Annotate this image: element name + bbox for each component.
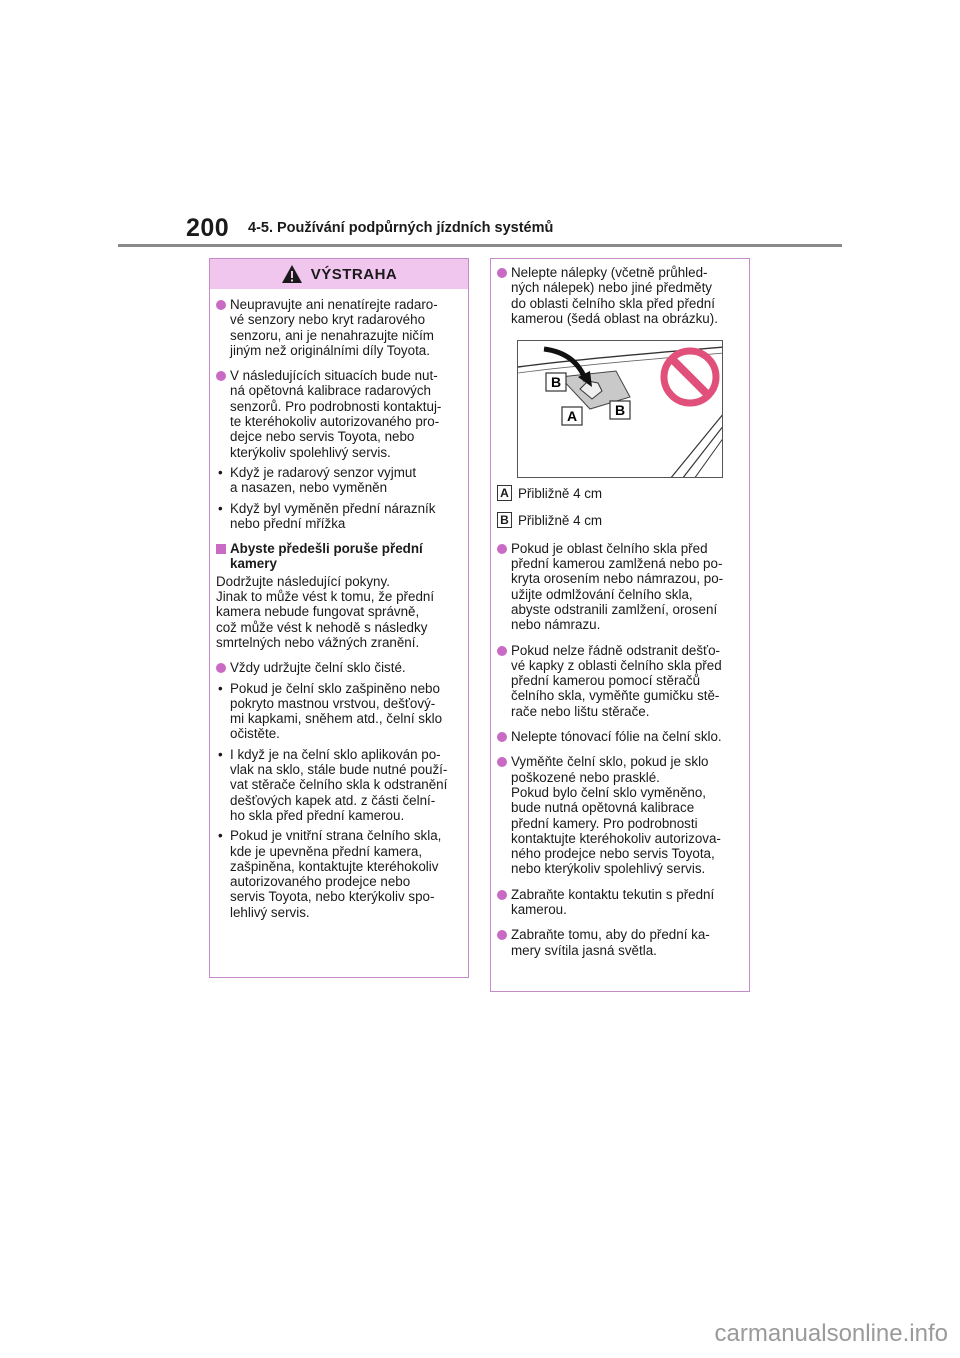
text-line: poškozené nebo prasklé. <box>511 769 660 785</box>
text-line: a nasazen, nebo vyměněn <box>230 480 388 496</box>
text-line: ho skla před přední kamerou. <box>230 807 405 823</box>
text-line: nebo přední mřížka <box>230 515 346 531</box>
text-line: smrtelných nebo vážných zranění. <box>216 634 420 650</box>
bullet-dot: • <box>218 746 223 762</box>
windshield-illustration <box>518 341 723 478</box>
text-line: kamery <box>230 556 277 572</box>
legend-item-a <box>497 486 742 501</box>
text-line: kontaktujte kteréhokoliv autorizova- <box>511 830 721 846</box>
section-heading <box>216 541 461 572</box>
text-line: Když je radarový senzor vyjmut <box>230 464 417 480</box>
text-line: vat stěrače čelního skla k odstranění <box>230 777 448 793</box>
text-line: Když byl vyměněn přední nárazník <box>230 500 436 516</box>
bullet-dot: • <box>218 500 223 516</box>
sub-list-item <box>216 465 461 496</box>
text-line: do oblasti čelního skla před přední <box>511 295 715 311</box>
text-line: ných nálepek) nebo jiné předměty <box>511 280 712 296</box>
sub-list-item <box>216 747 461 823</box>
text-line: očistěte. <box>230 726 280 742</box>
text-line: kamerou. <box>511 902 567 918</box>
text-line: přední kamery. Pro podrobnosti <box>511 815 698 831</box>
label-badge-b: B <box>497 512 512 528</box>
text-line: Neupravujte ani nenatírejte radaro- <box>230 297 438 312</box>
text-line: nebo námrazu. <box>511 617 601 633</box>
text-line: kamera nebude fungovat správně, <box>216 604 420 620</box>
text-line: kterýkoliv spolehlivý servis. <box>230 444 391 460</box>
text-line: přední kamerou pomocí stěračů <box>511 673 701 689</box>
label-text-a: Přibližně 4 cm <box>518 486 603 502</box>
text-line: ná opětovná kalibrace radarových <box>230 383 431 399</box>
text-line: lehlivý servis. <box>230 904 310 920</box>
header-rule <box>118 244 842 247</box>
warning-header <box>210 259 468 289</box>
label-badge-a: A <box>497 485 512 501</box>
list-item <box>497 754 742 876</box>
text-line: Vyměňte čelní sklo, pokud je sklo <box>511 754 709 770</box>
warning-title: VÝSTRAHA <box>310 265 398 283</box>
text-line: Zabraňte kontaktu tekutin s přední <box>511 886 715 902</box>
list-item <box>216 297 461 358</box>
bullet-dot: • <box>218 464 223 480</box>
text-line: mery svítila jasná světla. <box>511 942 657 958</box>
text-line: vé senzory nebo kryt radarového <box>230 312 426 328</box>
text-line: abyste odstranili zamlžení, orosení <box>511 601 718 617</box>
label-text-b: Přibližně 4 cm <box>518 513 603 529</box>
list-item <box>497 927 742 958</box>
list-item <box>497 541 742 633</box>
list-item <box>216 660 461 675</box>
text-line: čelního skla, vyměňte gumičku stě- <box>511 688 720 704</box>
text-line: kamerou (šedá oblast na obrázku). <box>511 310 718 326</box>
text-line: vé kapky z oblasti čelního skla před <box>511 657 722 673</box>
list-item <box>216 368 461 460</box>
paragraph <box>216 574 461 650</box>
text-line: kryta orosením nebo námrazou, po- <box>511 571 724 587</box>
text-line: užijte odmlžování čelního skla, <box>511 586 693 602</box>
text-line: dejce nebo servis Toyota, nebo <box>230 429 415 445</box>
text-line: pokryto mastnou vrstvou, dešťový- <box>230 695 436 711</box>
windshield-camera-figure <box>517 340 723 478</box>
text-line: Pokud je čelní sklo zašpiněno nebo <box>230 680 440 696</box>
page-number: 200 <box>186 214 230 242</box>
text-line: dešťových kapek atd. z části čelní- <box>230 792 436 808</box>
text-line: přední kamerou zamlžená nebo po- <box>511 556 723 572</box>
text-line: te kteréhokoliv autorizovaného pro- <box>230 414 440 430</box>
text-line: kde je upevněna přední kamera, <box>230 843 423 859</box>
text-line: bude nutná opětovná kalibrace <box>511 800 695 816</box>
notes-box <box>490 258 750 992</box>
text-line: Pokud nelze řádně odstranit dešťo- <box>511 642 720 658</box>
text-line: Zabraňte tomu, aby do přední ka- <box>511 927 710 943</box>
warning-box <box>209 258 469 978</box>
sub-list-item <box>216 828 461 920</box>
text-line: Pokud je vnitřní strana čelního skla, <box>230 828 442 844</box>
legend-item-b <box>497 513 742 528</box>
text-line: Pokud je oblast čelního skla před <box>511 540 708 556</box>
warning-triangle-icon <box>281 264 303 284</box>
text-line: Jinak to může vést k tomu, že přední <box>216 589 435 605</box>
text-line: zašpiněna, kontaktujte kteréhokoliv <box>230 858 439 874</box>
chapter-title: 4-5. Používání podpůrných jízdních systémů <box>248 220 554 236</box>
bullet-dot: • <box>218 828 223 844</box>
text-line: Vždy udržujte čelní sklo čisté. <box>230 660 406 676</box>
text-line: což může vést k nehodě s následky <box>216 619 428 635</box>
text-line: jiným než originálními díly Toyota. <box>230 342 430 358</box>
text-line: mi kapkami, sněhem atd., čelní sklo <box>230 711 443 727</box>
list-item <box>497 265 742 326</box>
list-item <box>497 887 742 918</box>
text-line: Nelepte tónovací fólie na čelní sklo. <box>511 729 722 745</box>
sub-list-item <box>216 501 461 532</box>
text-line: I když je na čelní sklo aplikován po- <box>230 746 441 762</box>
text-line: Dodržujte následující pokyny. <box>216 573 390 589</box>
text-line: autorizovaného prodejce nebo <box>230 874 411 890</box>
text-line: Pokud bylo čelní sklo vyměněno, <box>511 784 707 800</box>
text-line: Abyste předešli poruše přední <box>230 541 423 557</box>
list-item <box>497 729 742 744</box>
text-line: servis Toyota, nebo kterýkoliv spo- <box>230 889 435 905</box>
sub-list-item <box>216 681 461 742</box>
text-line: senzoru, ani je nenahrazujte ničím <box>230 327 434 343</box>
text-line: V následujících situacích bude nut- <box>230 368 438 384</box>
text-line: nebo kterýkoliv spolehlivý servis. <box>511 861 706 877</box>
text-line: ného prodejce nebo servis Toyota, <box>511 846 715 862</box>
figure-label-b: B <box>550 374 562 391</box>
bullet-dot: • <box>218 680 223 696</box>
text-line: vlak na sklo, stále bude nutné použí- <box>230 762 448 778</box>
list-item <box>497 643 742 719</box>
text-line: senzorů. Pro podrobnosti kontaktuj- <box>230 398 442 414</box>
watermark: carmanualsonline.info <box>714 1320 948 1347</box>
figure-label-b: B <box>614 402 626 419</box>
figure-label-a: A <box>566 408 578 425</box>
text-line: rače nebo lištu stěrače. <box>511 703 650 719</box>
text-line: Nelepte nálepky (včetně průhled- <box>511 265 708 280</box>
prohibition-icon <box>664 351 716 403</box>
